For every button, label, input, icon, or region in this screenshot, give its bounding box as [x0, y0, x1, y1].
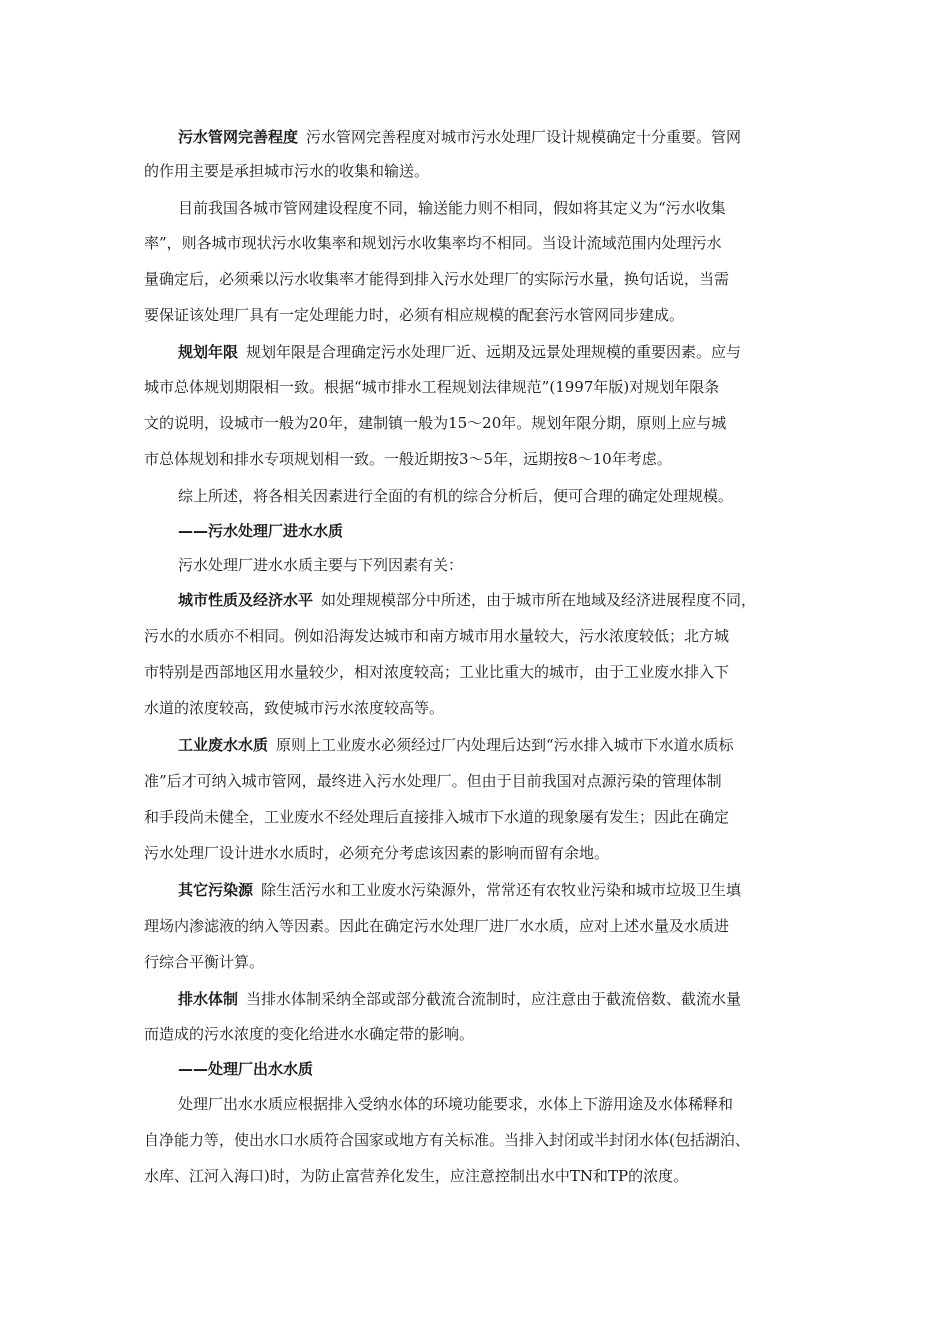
paragraph-line	[144, 626, 729, 646]
paragraph-text: 市特别是西部地区用水量较少，相对浓度较高；工业比重大的城市，由于工业废水排入下	[144, 663, 730, 681]
paragraph-text: 污水处理厂进水水质主要与下列因素有关：	[178, 556, 464, 574]
paragraph-heading: 城市性质及经济水平	[178, 591, 314, 609]
paragraph-line	[144, 1130, 750, 1150]
paragraph-line	[178, 555, 463, 575]
paragraph-text: 量确定后，必须乘以污水收集率才能得到排入污水处理厂的实际污水量，换句话说，当需	[144, 270, 730, 288]
paragraph-text: 污水的水质亦不相同。例如沿海发达城市和南方城市用水量较大，污水浓度较低；北方城	[144, 627, 730, 645]
section-heading-text: ——污水处理厂进水水质	[178, 522, 344, 540]
paragraph-line	[144, 305, 684, 325]
paragraph-text: 准”后才可纳入城市管网，最终进入污水处理厂。但由于目前我国对点源污染的管理体制	[144, 772, 722, 790]
paragraph-text: 自净能力等，使出水口水质符合国家或地方有关标准。当排入封闭或半封闭水体(包括湖泊、	[144, 1131, 750, 1149]
paragraph-line	[144, 413, 726, 433]
paragraph-text: 城市总体规划期限相一致。根据“城市排水工程规划法律规范”(1997年版)对规划年限条	[144, 378, 720, 396]
paragraph-text: 原则上工业废水必须经过厂内处理后达到“污水排入城市下水道水质标	[276, 736, 734, 754]
paragraph-line	[144, 449, 672, 469]
paragraph-text: 率”，则各城市现状污水收集率和规划污水收集率均不相同。当设计流域范围内处理污水	[144, 234, 722, 252]
paragraph-text: 的作用主要是承担城市污水的收集和输送。	[144, 162, 430, 180]
paragraph-line	[144, 698, 444, 718]
paragraph-text: 水道的浓度较高，致使城市污水浓度较高等。	[144, 699, 445, 717]
paragraph-text: 市总体规划和排水专项规划相一致。一般近期按3～5年，远期按8～10年考虑。	[144, 450, 672, 468]
paragraph-line	[178, 989, 741, 1009]
paragraph-line	[178, 127, 741, 147]
paragraph-line	[144, 269, 729, 289]
paragraph-heading: 工业废水水质	[178, 736, 269, 754]
paragraph-line	[144, 662, 729, 682]
paragraph-line	[178, 198, 726, 218]
paragraph-line	[144, 1166, 688, 1186]
paragraph-text: 污水管网完善程度对城市污水处理厂设计规模确定十分重要。管网	[306, 128, 742, 146]
paragraph-line	[178, 1094, 733, 1114]
paragraph-text: 规划年限是合理确定污水处理厂近、远期及远景处理规模的重要因素。应与	[246, 343, 742, 361]
paragraph-text: 要保证该处理厂具有一定处理能力时，必须有相应规模的配套污水管网同步建成。	[144, 306, 685, 324]
paragraph-line	[178, 342, 741, 362]
paragraph-heading: 排水体制	[178, 990, 239, 1008]
paragraph-heading: 其它污染源	[178, 881, 254, 899]
paragraph-heading: 规划年限	[178, 343, 239, 361]
paragraph-text: 如处理规模部分中所述，由于城市所在地域及经济进展程度不同，	[321, 591, 757, 609]
section-heading	[178, 521, 343, 541]
paragraph-text: 综上所述，将各相关因素进行全面的有机的综合分析后，便可合理的确定处理规模。	[178, 487, 734, 505]
paragraph-line	[178, 590, 756, 610]
paragraph-line	[144, 161, 429, 181]
paragraph-text: 文的说明，设城市一般为20年，建制镇一般为15～20年。规划年限分期，原则上应与城	[144, 414, 727, 432]
paragraph-text: 除生活污水和工业废水污染源外，常常还有农牧业污染和城市垃圾卫生填	[261, 881, 742, 899]
paragraph-text: 而造成的污水浓度的变化给进水水确定带的影响。	[144, 1025, 475, 1043]
paragraph-line	[144, 771, 722, 791]
paragraph-line	[178, 880, 741, 900]
paragraph-text: 和手段尚未健全，工业废水不经处理后直接排入城市下水道的现象屡有发生；因此在确定	[144, 808, 730, 826]
paragraph-line	[178, 735, 734, 755]
paragraph-text: 污水处理厂设计进水水质时，必须充分考虑该因素的影响而留有余地。	[144, 844, 610, 862]
paragraph-line	[178, 486, 733, 506]
paragraph-line	[144, 1024, 474, 1044]
paragraph-line	[144, 843, 609, 863]
section-heading	[178, 1059, 313, 1079]
paragraph-text: 目前我国各城市管网建设程度不同，输送能力则不相同，假如将其定义为“污水收集	[178, 199, 726, 217]
paragraph-text: 理场内渗滤液的纳入等因素。因此在确定污水处理厂进厂水水质，应对上述水量及水质进	[144, 917, 730, 935]
paragraph-text: 水库、江河入海口)时，为防止富营养化发生，应注意控制出水中TN和TP的浓度。	[144, 1167, 689, 1185]
paragraph-line	[144, 916, 729, 936]
paragraph-text: 当排水体制采纳全部或部分截流合流制时，应注意由于截流倍数、截流水量	[246, 990, 742, 1008]
paragraph-line	[144, 233, 722, 253]
section-heading-text: ——处理厂出水水质	[178, 1060, 314, 1078]
paragraph-heading: 污水管网完善程度	[178, 128, 299, 146]
paragraph-line	[144, 377, 719, 397]
paragraph-text: 行综合平衡计算。	[144, 953, 265, 971]
paragraph-line	[144, 952, 264, 972]
paragraph-text: 处理厂出水水质应根据排入受纳水体的环境功能要求，水体上下游用途及水体稀释和	[178, 1095, 734, 1113]
paragraph-line	[144, 807, 729, 827]
